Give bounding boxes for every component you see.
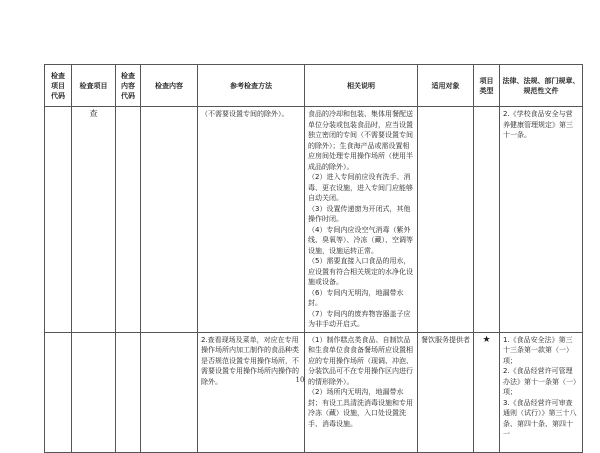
row1-type [474, 107, 500, 333]
row1-code [45, 107, 72, 333]
row1-item: 查 [72, 107, 116, 333]
header-content: 检查内容 [141, 65, 198, 107]
row1-content [141, 107, 198, 333]
row2-target: 餐饮服务提供者 [418, 332, 474, 452]
row2-code [45, 332, 72, 452]
header-notes: 相关说明 [305, 65, 418, 107]
header-item-code: 检查 项目 代码 [45, 65, 72, 107]
row2-notes: （1）制作糕点类食品、自制饮品和生食单位食食备餐场所应设置相应的专用操作场所（现调、冲泡、分装饮品可不在专用操作区内进行的情形除外）。 （2）场所内无明沟，地漏带水封；有设工具清洗消毒设施和专用冷冻（藏）设施，入口处设置洗手、消毒设施。 [305, 332, 418, 452]
row1-target [418, 107, 474, 333]
header-law: 法律、法规、部门规章、规范性文件 [500, 65, 583, 107]
row2-method: 2.查看现场及菜单，对应在专用操作场所内加工制作的食品种类是否规范设置专用操作场所，不需要设置专用操作场所内操作的除外。 [198, 332, 305, 452]
header-target: 适用对象 [418, 65, 474, 107]
table-row [45, 332, 583, 452]
row1-content-code [116, 107, 141, 333]
page-number: 10 [295, 376, 305, 384]
row1-method: （不需要设置专间的除外）。 [198, 107, 305, 333]
table-header-row [45, 65, 583, 107]
table-row [45, 107, 583, 333]
row2-content-code [116, 332, 141, 452]
inspection-table [44, 64, 583, 453]
header-type: 项目 类型 [474, 65, 500, 107]
row2-content [141, 332, 198, 452]
row2-law: 1.《食品安全法》第三十三条第一款第（一）项； 2.《食品经营许可管理办法》第十一条第（一）项； 3.《食品经营许可审查通则（试行）》第三十八条、第四十条、第四十一 [500, 332, 583, 452]
header-method: 参考检查方法 [198, 65, 305, 107]
header-item: 检查项目 [72, 65, 116, 107]
row1-notes: 食品的冷却和包装、集体用餐配送单位分装或包装食品时，应当设置独立密闭的专间（不需要设置专间的除外）；生食海产品或需设置相应房间处理专用操作场所（使用半成品的除外）。 （2）进入专间前应设有洗手、消毒、更衣设施，进入专间门应能够自动关闭。 （3）设置传递窗为开闭式，其他操作时闭。 （4）专间内应设空气消毒（紫外线、臭氧等）、冷冻（藏）、空调等设施，设施运转正常。 （5）需要直接入口食品的用水，应设置有符合相关规定的水净化设施或设备。 （6）专间内无明沟，地漏带水封。 （7）专间内的废弃物容器盖子应为非手动开启式。 [305, 107, 418, 333]
row2-item [72, 332, 116, 452]
row2-type-star: ★ [474, 332, 500, 452]
header-content-code: 检查 内容 代码 [116, 65, 141, 107]
row1-law: 2.《学校食品安全与营养健康管理规定》第三十一条。 [500, 107, 583, 333]
